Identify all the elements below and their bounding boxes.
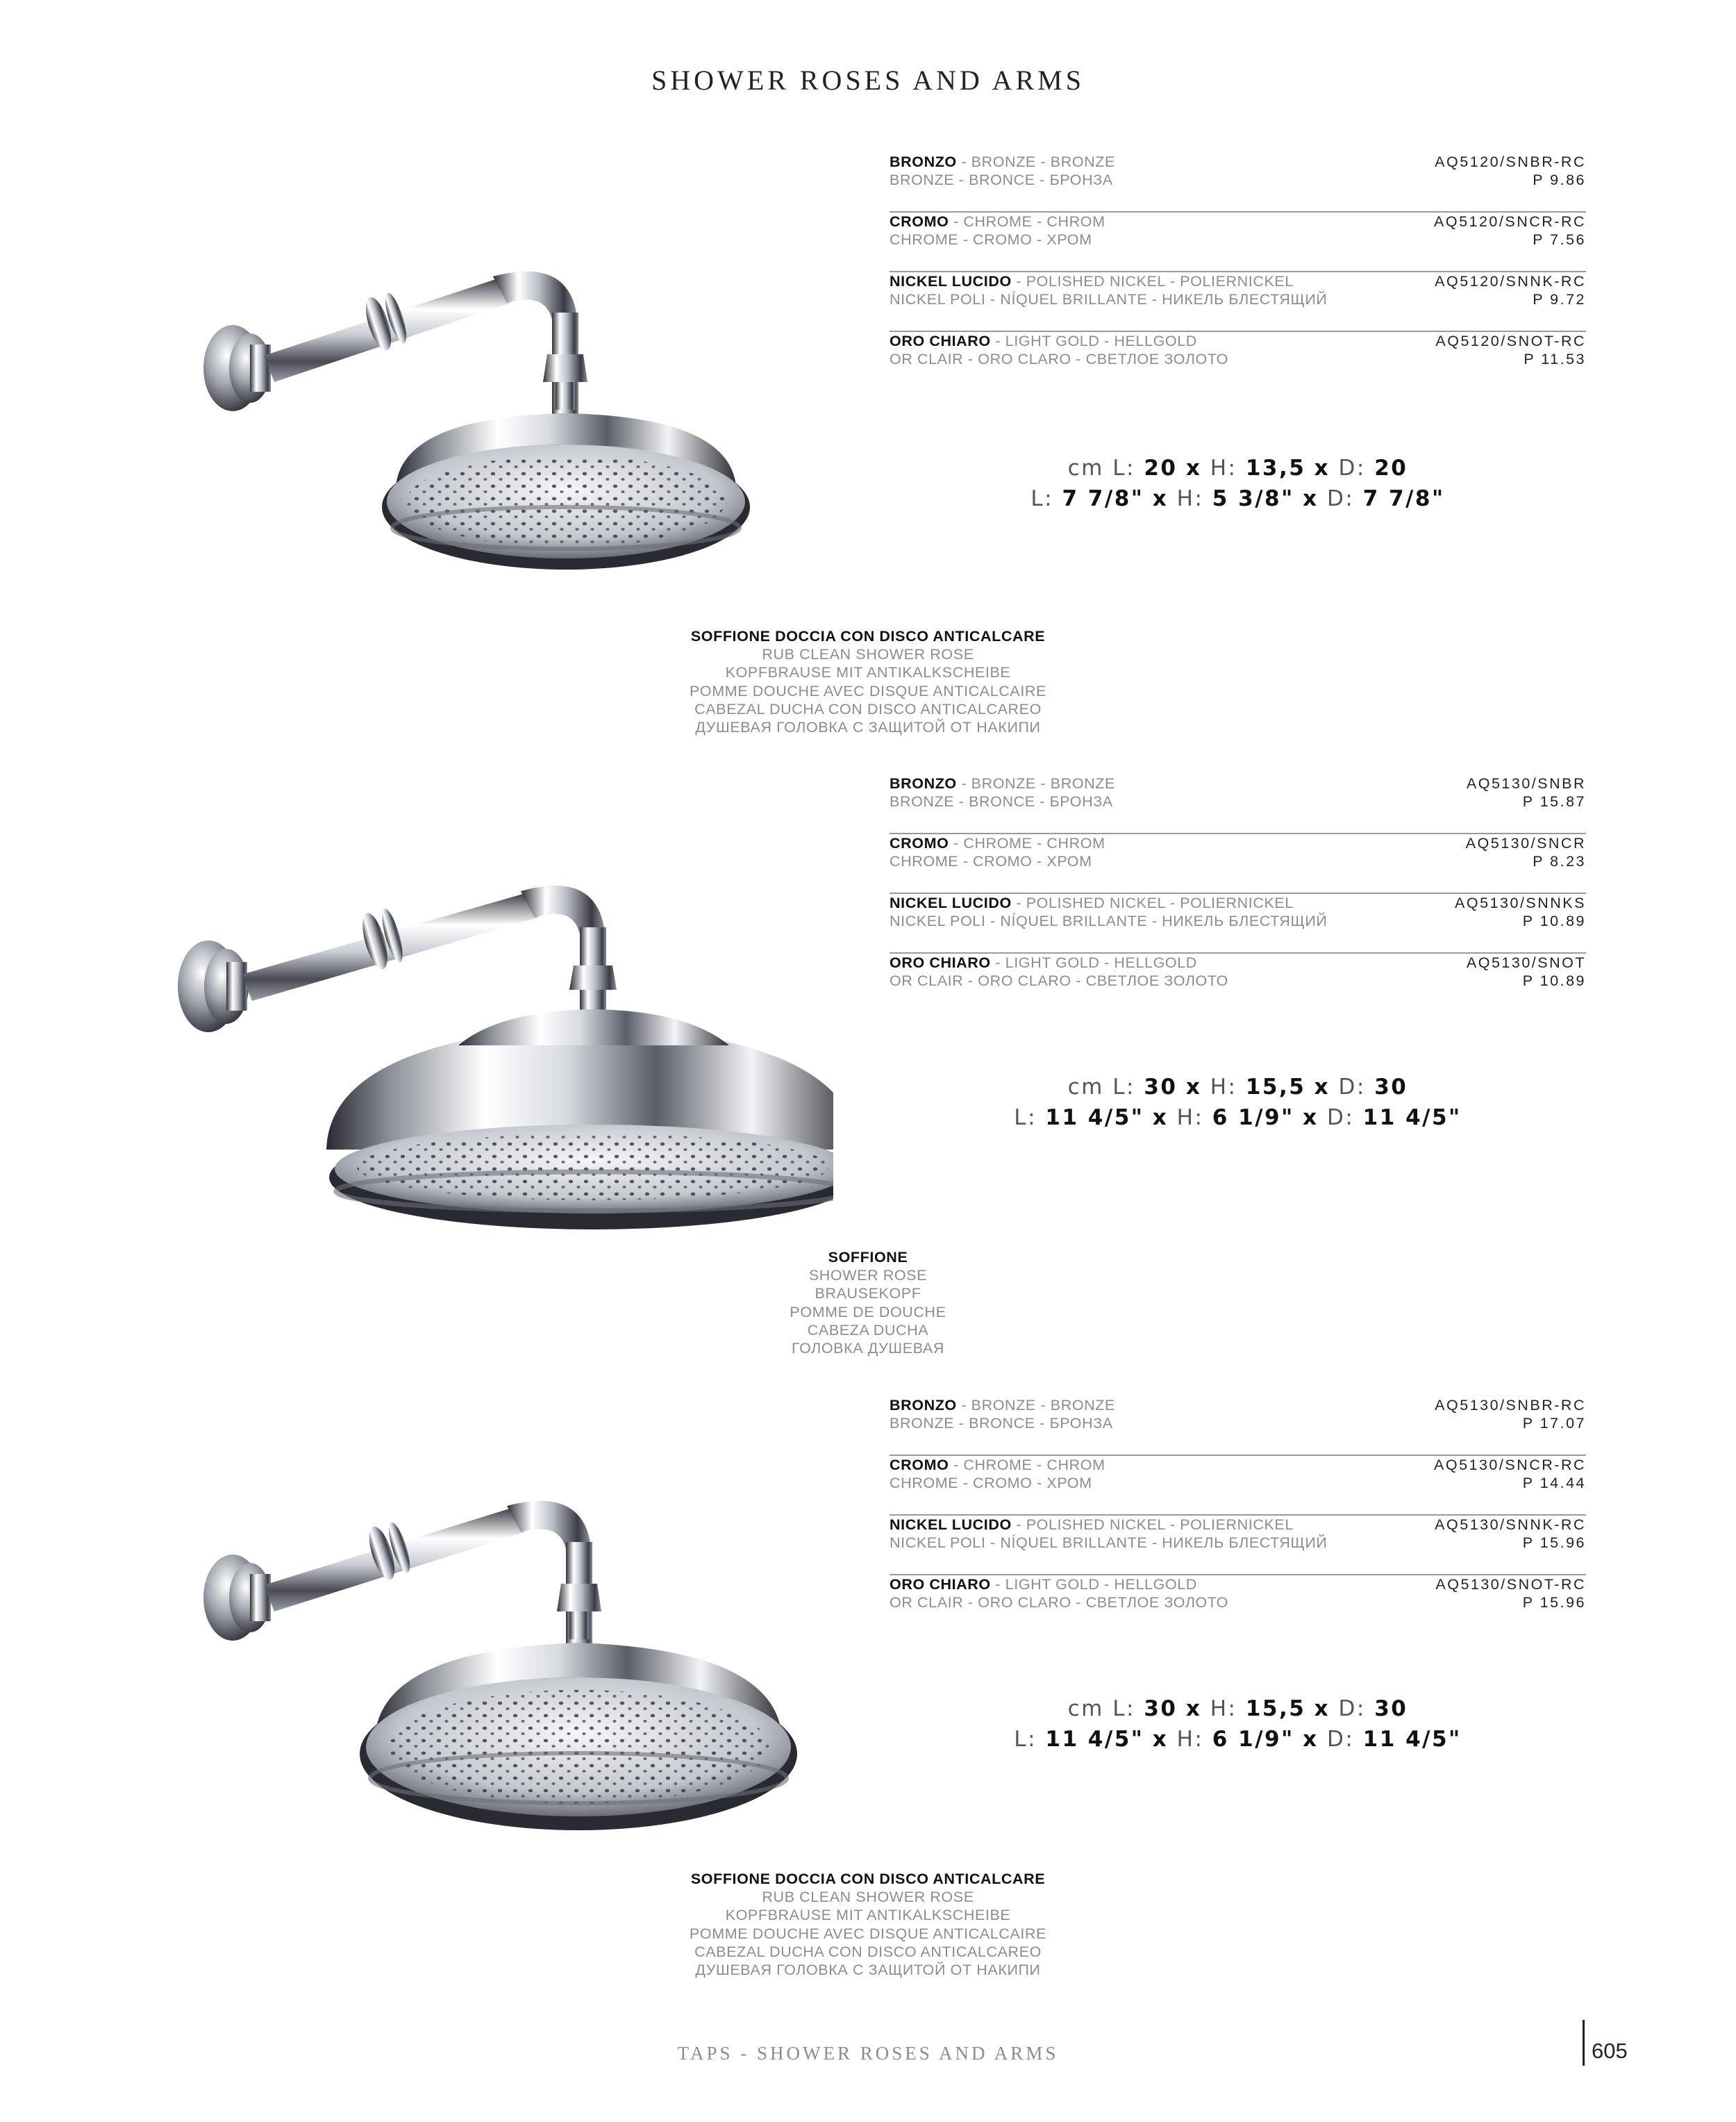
variant-row [890,1575,1586,1634]
dimensions-cm: cm L: 30 x H: 15,5 x D: 30 [1067,1696,1408,1721]
footer-divider [1583,2020,1585,2066]
product-price: P 7.56 [1533,231,1586,248]
description-line: RUB CLEAN SHOWER ROSE [762,1889,974,1906]
variant-list [890,774,1586,1012]
description-title: SOFFIONE DOCCIA CON DISCO ANTICALCARE [690,628,1046,645]
dimensions-inch: L: 11 4/5" x H: 6 1/9" x D: 11 4/5" [1014,1727,1462,1752]
description-title: SOFFIONE DOCCIA CON DISCO ANTICALCARE [690,1871,1046,1887]
variant-row [890,894,1586,954]
description-line: CABEZAL DUCHA CON DISCO ANTICALCAREO [694,700,1042,718]
product-price: P 9.86 [1533,172,1586,188]
variant-row [890,774,1586,834]
finish-translations-secondary: CHROME - CROMO - ХРОМ [890,853,1092,870]
description-line: RUB CLEAN SHOWER ROSE [762,646,974,663]
variant-row [890,213,1586,272]
description-line: POMME DOUCHE AVEC DISQUE ANTICALCAIRE [689,682,1046,699]
product-code: AQ5130/SNBR [1466,775,1586,792]
finish-translations-secondary: OR CLAIR - ORO CLARO - СВЕТЛОЕ ЗОЛОТО [890,351,1228,367]
product-price: P 17.07 [1522,1415,1586,1432]
finish-translations: - POLISHED NICKEL - POLIERNICKEL [1011,895,1294,911]
product-code: AQ5130/SNBR-RC [1435,1397,1586,1414]
description-line: KOPFBRAUSE MIT ANTIKALKSCHEIBE [725,1907,1011,1924]
variant-row [890,1396,1586,1456]
page-title: SHOWER ROSES AND ARMS [651,65,1085,96]
finish-name: NICKEL LUCIDO [890,273,1012,290]
variant-list [890,153,1586,390]
product-block [0,774,1736,1400]
finish-translations: - LIGHT GOLD - HELLGOLD [990,333,1197,349]
finish-translations-secondary: BRONZE - BRONCE - БРОНЗА [890,1415,1113,1432]
dimensions [890,1072,1586,1133]
variant-list [890,1396,1586,1634]
finish-translations: - BRONZE - BRONZE [956,154,1115,170]
description-line: ДУШЕВАЯ ГОЛОВКА С ЗАЩИТОЙ ОТ НАКИПИ [695,719,1041,736]
finish-name: NICKEL LUCIDO [890,895,1012,911]
variant-row [890,954,1586,1012]
product-code: AQ5130/SNCR-RC [1434,1457,1586,1473]
finish-translations: - BRONZE - BRONZE [956,775,1115,792]
product-code: AQ5130/SNOT-RC [1435,1576,1586,1593]
product-price: P 8.23 [1533,853,1586,870]
page-footer: TAPS - SHOWER ROSES AND ARMS [677,2043,1059,2064]
finish-translations: - CHROME - CHROM [949,835,1105,852]
product-price: P 15.87 [1522,793,1586,810]
finish-name: BRONZO [890,154,957,170]
shower-rose-illustration [174,1410,854,1868]
finish-translations-secondary: NICKEL POLI - NÍQUEL BRILLANTE - НИКЕЛЬ БЛЕСТЯЩИЙ [890,913,1328,929]
dimensions-inch: L: 11 4/5" x H: 6 1/9" x D: 11 4/5" [1014,1105,1462,1130]
product-price: P 10.89 [1522,913,1586,929]
finish-name: BRONZO [890,775,957,792]
variant-row [890,1516,1586,1575]
finish-translations: - LIGHT GOLD - HELLGOLD [990,1576,1197,1593]
product-price: P 9.72 [1533,291,1586,308]
finish-translations: - BRONZE - BRONZE [956,1397,1115,1414]
finish-translations: - POLISHED NICKEL - POLIERNICKEL [1011,273,1294,290]
product-price: P 15.96 [1522,1534,1586,1551]
description-line: POMME DOUCHE AVEC DISQUE ANTICALCAIRE [689,1925,1046,1942]
product-code: AQ5130/SNCR [1465,835,1586,852]
dimensions-cm: cm L: 20 x H: 13,5 x D: 20 [1067,456,1408,481]
product-code: AQ5120/SNBR-RC [1435,154,1586,170]
variant-row [890,1456,1586,1516]
description-line: CABEZA DUCHA [807,1321,929,1338]
description-line: CABEZAL DUCHA CON DISCO ANTICALCAREO [694,1943,1042,1960]
finish-translations: - LIGHT GOLD - HELLGOLD [990,954,1197,971]
finish-translations: - POLISHED NICKEL - POLIERNICKEL [1011,1516,1294,1533]
finish-translations-secondary: CHROME - CROMO - ХРОМ [890,1475,1092,1491]
description-line: BRAUSEKOPF [815,1285,921,1302]
finish-name: ORO CHIARO [890,954,991,971]
product-price: P 11.53 [1524,351,1586,367]
product-code: AQ5130/SNNK-RC [1435,1516,1586,1533]
product-description [0,627,1736,736]
finish-translations: - CHROME - CHROM [949,213,1105,230]
finish-translations-secondary: OR CLAIR - ORO CLARO - СВЕТЛОЕ ЗОЛОТО [890,972,1228,989]
description-line: ГОЛОВКА ДУШЕВАЯ [792,1340,944,1357]
product-code: AQ5120/SNNK-RC [1435,273,1586,290]
finish-translations-secondary: NICKEL POLI - NÍQUEL BRILLANTE - НИКЕЛЬ БЛЕСТЯЩИЙ [890,1534,1328,1551]
finish-name: ORO CHIARO [890,1576,991,1593]
description-line: ДУШЕВАЯ ГОЛОВКА С ЗАЩИТОЙ ОТ НАКИПИ [695,1962,1041,1979]
variant-row [890,272,1586,332]
finish-translations-secondary: BRONZE - BRONCE - БРОНЗА [890,172,1113,188]
product-code: AQ5120/SNCR-RC [1434,213,1586,230]
description-line: KOPFBRAUSE MIT ANTIKALKSCHEIBE [725,664,1011,681]
description-line: POMME DE DOUCHE [790,1303,946,1320]
product-block [0,153,1736,778]
product-block [0,1396,1736,2021]
variant-row [890,153,1586,213]
dimensions [890,1693,1586,1755]
variant-row [890,332,1586,390]
product-code: AQ5120/SNOT-RC [1435,333,1586,349]
finish-translations-secondary: CHROME - CROMO - ХРОМ [890,231,1092,248]
product-description [0,1248,1736,1357]
finish-name: CROMO [890,213,949,230]
product-price: P 15.96 [1522,1594,1586,1611]
finish-name: CROMO [890,835,949,852]
dimensions [890,453,1586,514]
finish-name: NICKEL LUCIDO [890,1516,1012,1533]
page-number: 605 [1592,2039,1628,2063]
product-code: AQ5130/SNOT [1466,954,1586,971]
product-code: AQ5130/SNNKS [1455,895,1586,911]
finish-translations-secondary: NICKEL POLI - NÍQUEL BRILLANTE - НИКЕЛЬ БЛЕСТЯЩИЙ [890,291,1328,308]
finish-name: BRONZO [890,1397,957,1414]
product-description [0,1870,1736,1979]
product-price: P 14.44 [1522,1475,1586,1491]
finish-translations-secondary: BRONZE - BRONCE - БРОНЗА [890,793,1113,810]
description-line: SHOWER ROSE [808,1267,928,1284]
description-title: SOFFIONE [828,1249,908,1266]
product-price: P 10.89 [1522,972,1586,989]
shower-rose-illustration [153,788,833,1247]
variant-row [890,834,1586,894]
dimensions-inch: L: 7 7/8" x H: 5 3/8" x D: 7 7/8" [1030,486,1445,511]
finish-translations-secondary: OR CLAIR - ORO CLARO - СВЕТЛОЕ ЗОЛОТО [890,1594,1228,1611]
shower-rose-illustration [167,181,847,639]
finish-name: ORO CHIARO [890,333,991,349]
finish-name: CROMO [890,1457,949,1473]
dimensions-cm: cm L: 30 x H: 15,5 x D: 30 [1067,1075,1408,1100]
finish-translations: - CHROME - CHROM [949,1457,1105,1473]
